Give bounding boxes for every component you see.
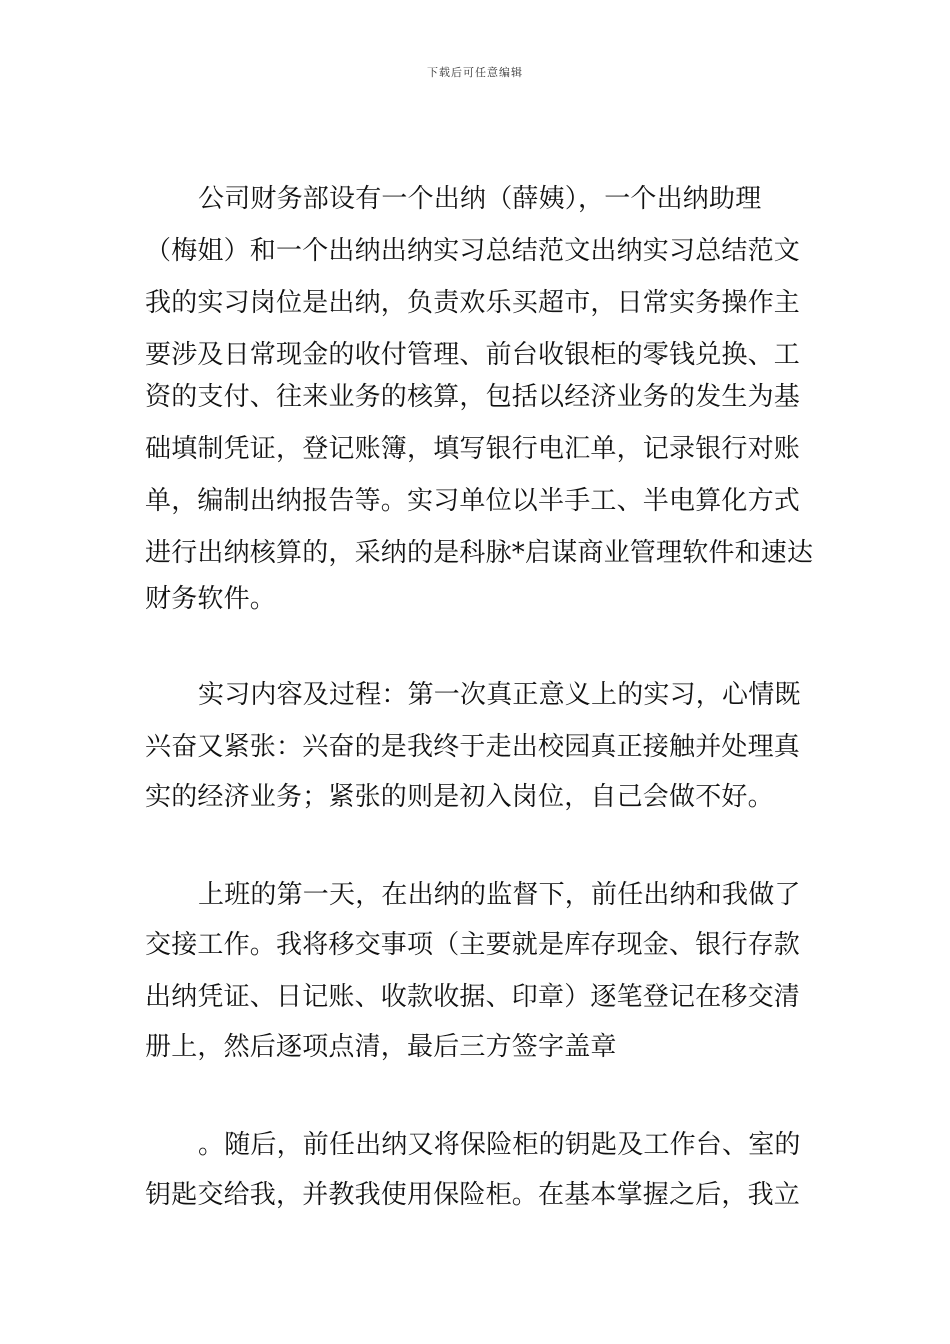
- paragraph-3-line-2: 交接工作。我将移交事项（主要就是库存现金、银行存款: [145, 930, 801, 960]
- page-header: 下载后可任意编辑: [427, 66, 523, 79]
- paragraph-1-line-6: 础填制凭证，登记账簿，填写银行电汇单，记录银行对账: [145, 434, 801, 464]
- paragraph-1-line-8: 进行出纳核算的，采纳的是科脉*启谋商业管理软件和速达: [145, 538, 814, 568]
- paragraph-1-line-5: 资的支付、往来业务的核算，包括以经济业务的发生为基: [145, 382, 801, 412]
- paragraph-3-line-1: 上班的第一天，在出纳的监督下，前任出纳和我做了: [198, 880, 801, 910]
- paragraph-3-line-4: 册上，然后逐项点清，最后三方签字盖章: [145, 1032, 617, 1062]
- paragraph-1-line-4: 要涉及日常现金的收付管理、前台收银柜的零钱兑换、工: [145, 340, 801, 370]
- paragraph-2-line-3: 实的经济业务；紧张的则是初入岗位，自己会做不好。: [145, 782, 774, 812]
- paragraph-1-line-7: 单，编制出纳报告等。实习单位以半手工、半电算化方式: [145, 486, 801, 516]
- paragraph-2-line-2: 兴奋又紧张：兴奋的是我终于走出校园真正接触并处理真: [145, 732, 801, 762]
- paragraph-1-line-3: 我的实习岗位是出纳，负责欢乐买超市，日常实务操作主: [145, 288, 801, 318]
- paragraph-1-line-2: （梅姐）和一个出纳出纳实习总结范文出纳实习总结范文: [145, 236, 801, 266]
- paragraph-4-line-1: 。随后，前任出纳又将保险柜的钥匙及工作台、室的: [198, 1130, 801, 1160]
- paragraph-3-line-3: 出纳凭证、日记账、收款收据、印章）逐笔登记在移交清: [145, 982, 801, 1012]
- paragraph-1-line-9: 财务软件。: [145, 584, 277, 614]
- paragraph-2-line-1: 实习内容及过程：第一次真正意义上的实习，心情既: [198, 680, 801, 710]
- paragraph-1-line-1: 公司财务部设有一个出纳（薛姨），一个出纳助理: [198, 184, 762, 214]
- paragraph-4-line-2: 钥匙交给我，并教我使用保险柜。在基本掌握之后，我立: [145, 1180, 801, 1210]
